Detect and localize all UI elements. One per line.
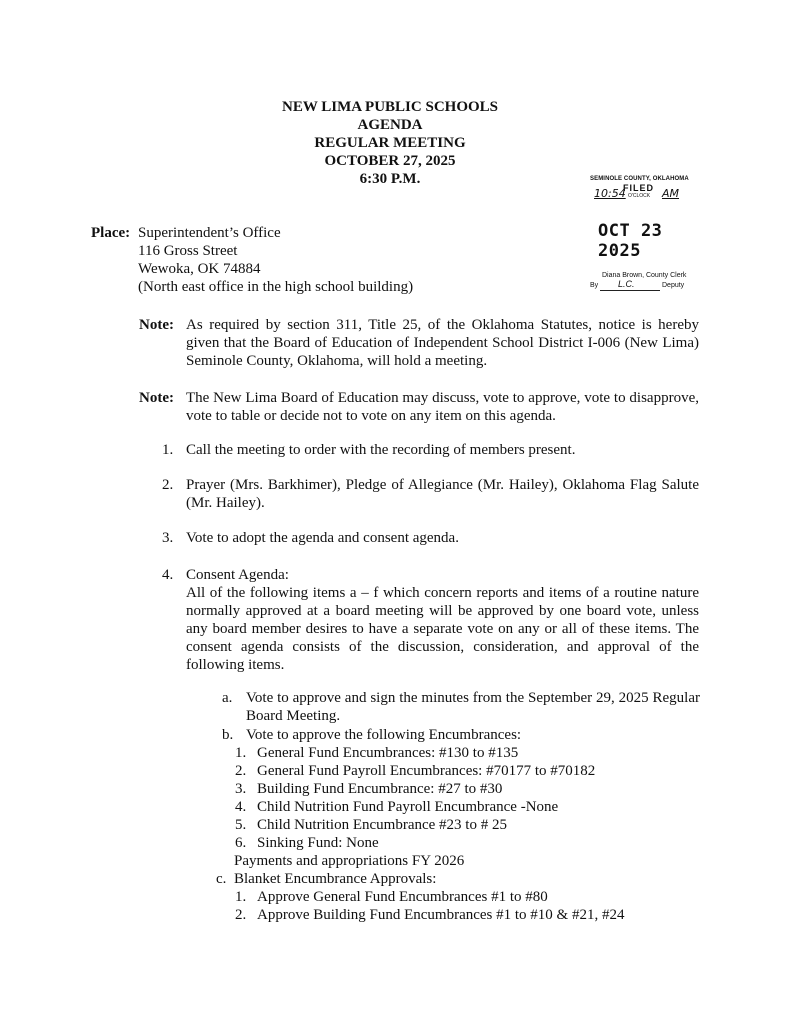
consent-letter: a. [222, 690, 233, 706]
consent-item-a [222, 689, 700, 725]
list-number: 1. [235, 889, 247, 905]
encumbrance-item [235, 798, 700, 816]
stamp-ampm: AM [662, 187, 680, 200]
consent-letter: c. [216, 871, 227, 887]
item-text: Call the meeting to order with the recording of members present. [186, 442, 576, 458]
consent-text: Vote to approve the following Encumbrances: [246, 727, 522, 743]
note-board-authority [139, 389, 699, 425]
consent-item-c [216, 870, 694, 888]
item-number: 3. [162, 530, 174, 546]
consent-text: Vote to approve and sign the minutes from the September 29, 2025 Regular Board Meeting. [246, 690, 700, 724]
item-title: Consent Agenda: [186, 567, 289, 583]
item-text: Prayer (Mrs. Barkhimer), Pledge of Allegiance (Mr. Hailey), Oklahoma Flag Salute (Mr. Hailey). [186, 477, 699, 511]
agenda-item-1 [162, 441, 699, 459]
item-number: 2. [162, 477, 174, 493]
stamp-time: 10:54 [594, 187, 626, 200]
list-text: Approve Building Fund Encumbrances #1 to #10 & #21, #24 [257, 907, 625, 923]
agenda-item-4 [162, 566, 699, 674]
stamp-date: OCT 23 2025 [598, 221, 663, 261]
encumbrance-item [235, 834, 700, 852]
list-text: Child Nutrition Fund Payroll Encumbrance -None [257, 799, 559, 815]
payments-line [222, 852, 700, 870]
item-text: Vote to adopt the agenda and consent agenda. [186, 530, 459, 546]
place-line: (North east office in the high school building) [138, 279, 414, 295]
agenda-item-2 [162, 476, 699, 512]
meeting-date: OCTOBER 27, 2025 [324, 153, 456, 169]
stamp-oclock: O'CLOCK [628, 193, 651, 199]
encumbrance-item [235, 816, 700, 834]
place-line: Superintendent’s Office [138, 225, 281, 241]
list-number: 5. [235, 817, 247, 833]
encumbrance-item [235, 744, 700, 762]
list-number: 2. [235, 907, 247, 923]
consent-item-b [222, 726, 700, 744]
list-number: 1. [235, 745, 247, 761]
list-text: General Fund Payroll Encumbrances: #70177 to #70182 [257, 763, 596, 779]
consent-text: Blanket Encumbrance Approvals: [234, 871, 437, 887]
stamp-by: By [590, 282, 599, 289]
note-text: The New Lima Board of Education may discuss, vote to approve, vote to disapprove, vote to table or decide not to vote on any item on this agenda. [186, 390, 699, 424]
place-block [91, 224, 414, 295]
stamp-filed-row [590, 183, 710, 201]
list-text: General Fund Encumbrances: #130 to #135 [257, 745, 519, 761]
filed-stamp [590, 176, 710, 292]
consent-letter: b. [222, 727, 234, 743]
blanket-item [235, 888, 700, 906]
stamp-signature: L.C. [618, 279, 635, 289]
meeting-type: REGULAR MEETING [314, 135, 466, 151]
list-number: 4. [235, 799, 247, 815]
list-text: Building Fund Encumbrance: #27 to #30 [257, 781, 503, 797]
place-line: Wewoka, OK 74884 [138, 261, 261, 277]
payments-text: Payments and appropriations FY 2026 [234, 853, 465, 869]
item-number: 4. [162, 567, 174, 583]
list-text: Approve General Fund Encumbrances #1 to #80 [257, 889, 548, 905]
stamp-clerk: Diana Brown, County Clerk [602, 272, 687, 279]
note-label: Note: [139, 317, 174, 333]
encumbrance-item [235, 762, 700, 780]
list-number: 2. [235, 763, 247, 779]
stamp-county: SEMINOLE COUNTY, OKLAHOMA [590, 176, 689, 182]
document-title: AGENDA [357, 117, 423, 133]
meeting-time: 6:30 P.M. [359, 171, 421, 187]
item-text: All of the following items a – f which concern reports and items of a routine nature normally approved at a board meeting will be approved by one board vote, unless any board member desires to have a separate vote on any or all of these items. The consent agenda consists of the discussion, consideration, and approval of the following items. [186, 585, 699, 673]
stamp-signature-line [600, 290, 660, 291]
stamp-by-row [590, 279, 710, 292]
list-text: Sinking Fund: None [257, 835, 379, 851]
agenda-item-3 [162, 529, 699, 547]
agenda-header [0, 98, 780, 188]
place-label: Place: [91, 225, 131, 241]
school-name: NEW LIMA PUBLIC SCHOOLS [281, 99, 499, 115]
encumbrance-item [235, 780, 700, 798]
stamp-filed: FILED [623, 183, 654, 193]
place-address [138, 224, 438, 296]
list-number: 6. [235, 835, 247, 851]
note-text: As required by section 311, Title 25, of the Oklahoma Statutes, notice is hereby given that the Board of Education of Independent School District I-006 (New Lima) Seminole County, Oklahoma, will hold a meeting. [186, 317, 699, 369]
blanket-item [235, 906, 700, 924]
item-number: 1. [162, 442, 174, 458]
place-line: 116 Gross Street [138, 243, 238, 259]
stamp-deputy: Deputy [662, 282, 685, 289]
note-statute [139, 316, 699, 370]
note-label: Note: [139, 390, 174, 406]
list-number: 3. [235, 781, 247, 797]
list-text: Child Nutrition Encumbrance #23 to # 25 [257, 817, 507, 833]
